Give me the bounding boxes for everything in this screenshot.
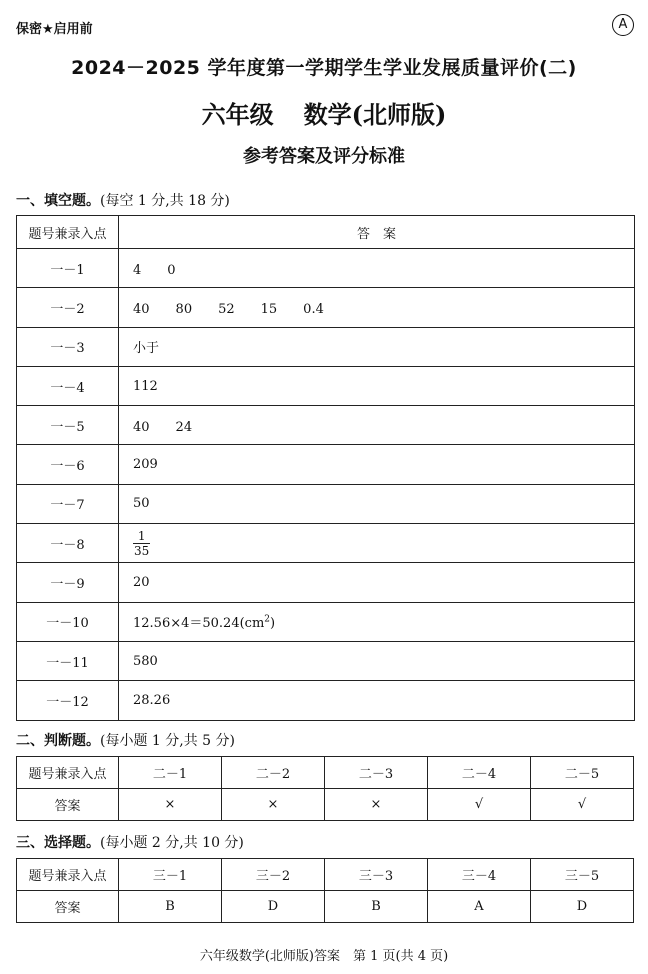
row-label-id: 题号兼录入点 bbox=[17, 859, 119, 891]
section3-heading bbox=[16, 832, 244, 852]
table-row bbox=[17, 789, 634, 821]
section3-title: 三、选择题。 bbox=[16, 835, 100, 851]
answer-cell: × bbox=[119, 789, 222, 821]
subject-label: 数学(北师版) bbox=[303, 100, 447, 129]
question-id-cell: 三－1 bbox=[119, 859, 222, 891]
question-id-cell: 三－3 bbox=[325, 859, 428, 891]
row-label-answer: 答案 bbox=[17, 891, 119, 923]
answer-cell bbox=[119, 602, 635, 641]
question-id-cell: 一－1 bbox=[17, 249, 119, 288]
answer-superscript: 2 bbox=[264, 614, 271, 625]
table-row bbox=[17, 891, 634, 923]
page-footer: 六年级数学(北师版)答案 第 1 页(共 4 页) bbox=[199, 949, 449, 964]
section1-note: (每空 1 分,共 18 分) bbox=[100, 193, 230, 209]
question-id-cell: 一－7 bbox=[17, 484, 119, 523]
answer-cell: 小于 bbox=[119, 327, 635, 366]
table-row bbox=[17, 563, 635, 602]
answer-cell bbox=[119, 524, 635, 563]
question-id-cell: 三－5 bbox=[531, 859, 634, 891]
question-id-cell: 二－4 bbox=[428, 757, 531, 789]
question-id-cell: 三－2 bbox=[222, 859, 325, 891]
section2-note: (每小题 1 分,共 5 分) bbox=[100, 733, 235, 749]
column-header-answer: 答 案 bbox=[119, 216, 635, 249]
question-id-cell: 二－5 bbox=[531, 757, 634, 789]
answer-cell: D bbox=[222, 891, 325, 923]
table-row bbox=[17, 757, 634, 789]
version-mark: A bbox=[612, 14, 634, 36]
document-title: 参考答案及评分标准 bbox=[243, 146, 405, 167]
section1-heading bbox=[16, 190, 230, 210]
answer-cell: 112 bbox=[119, 366, 635, 405]
question-id-cell: 一－3 bbox=[17, 327, 119, 366]
answer-cell: B bbox=[325, 891, 428, 923]
answer-cell: 580 bbox=[119, 641, 635, 680]
question-id-cell: 三－4 bbox=[428, 859, 531, 891]
table-row bbox=[17, 859, 634, 891]
answer-cell: × bbox=[325, 789, 428, 821]
question-id-cell: 一－5 bbox=[17, 406, 119, 445]
table-header-row bbox=[17, 216, 635, 249]
grade-subject-title bbox=[0, 95, 648, 130]
confidential-label: 保密★启用前 bbox=[16, 22, 93, 37]
answer-cell: D bbox=[531, 891, 634, 923]
section2-heading bbox=[16, 730, 235, 750]
table-row bbox=[17, 406, 635, 445]
section2-title: 二、判断题。 bbox=[16, 733, 100, 749]
fraction-numerator: 1 bbox=[133, 529, 150, 544]
table-row bbox=[17, 327, 635, 366]
section3-note: (每小题 2 分,共 10 分) bbox=[100, 835, 244, 851]
answer-cell: 40 80 52 15 0.4 bbox=[119, 288, 635, 327]
table-row bbox=[17, 249, 635, 288]
answer-cell: 4 0 bbox=[119, 249, 635, 288]
answer-cell: 209 bbox=[119, 445, 635, 484]
row-label-answer: 答案 bbox=[17, 789, 119, 821]
question-id-cell: 一－10 bbox=[17, 602, 119, 641]
question-id-cell: 二－1 bbox=[119, 757, 222, 789]
true-false-table bbox=[16, 756, 634, 821]
column-header-id: 题号兼录入点 bbox=[17, 216, 119, 249]
grade-label: 六年级 bbox=[201, 100, 274, 129]
answer-cell: √ bbox=[428, 789, 531, 821]
table-row bbox=[17, 366, 635, 405]
answer-text-suffix: ) bbox=[270, 616, 276, 632]
question-id-cell: 一－12 bbox=[17, 681, 119, 720]
question-id-cell: 二－2 bbox=[222, 757, 325, 789]
exam-title: 2024－2025 学年度第一学期学生学业发展质量评价(二) bbox=[71, 57, 577, 79]
question-id-cell: 一－2 bbox=[17, 288, 119, 327]
fraction bbox=[133, 529, 150, 558]
answer-cell: √ bbox=[531, 789, 634, 821]
question-id-cell: 一－4 bbox=[17, 366, 119, 405]
question-id-cell: 一－6 bbox=[17, 445, 119, 484]
table-row bbox=[17, 288, 635, 327]
answer-cell: B bbox=[119, 891, 222, 923]
row-label-id: 题号兼录入点 bbox=[17, 757, 119, 789]
answer-text: 12.56×4＝50.24(cm bbox=[133, 616, 265, 632]
fraction-denominator: 35 bbox=[134, 543, 150, 558]
question-id-cell: 一－11 bbox=[17, 641, 119, 680]
table-row bbox=[17, 681, 635, 720]
answer-cell: 40 24 bbox=[119, 406, 635, 445]
table-row bbox=[17, 602, 635, 641]
fill-blank-table bbox=[16, 215, 635, 721]
question-id-cell: 一－8 bbox=[17, 524, 119, 563]
table-row bbox=[17, 641, 635, 680]
table-row bbox=[17, 524, 635, 563]
answer-cell: A bbox=[428, 891, 531, 923]
answer-cell: 20 bbox=[119, 563, 635, 602]
answer-cell: × bbox=[222, 789, 325, 821]
question-id-cell: 二－3 bbox=[325, 757, 428, 789]
table-row bbox=[17, 484, 635, 523]
section1-title: 一、填空题。 bbox=[16, 193, 100, 209]
question-id-cell: 一－9 bbox=[17, 563, 119, 602]
answer-cell: 50 bbox=[119, 484, 635, 523]
multiple-choice-table bbox=[16, 858, 634, 923]
answer-cell: 28.26 bbox=[119, 681, 635, 720]
table-row bbox=[17, 445, 635, 484]
